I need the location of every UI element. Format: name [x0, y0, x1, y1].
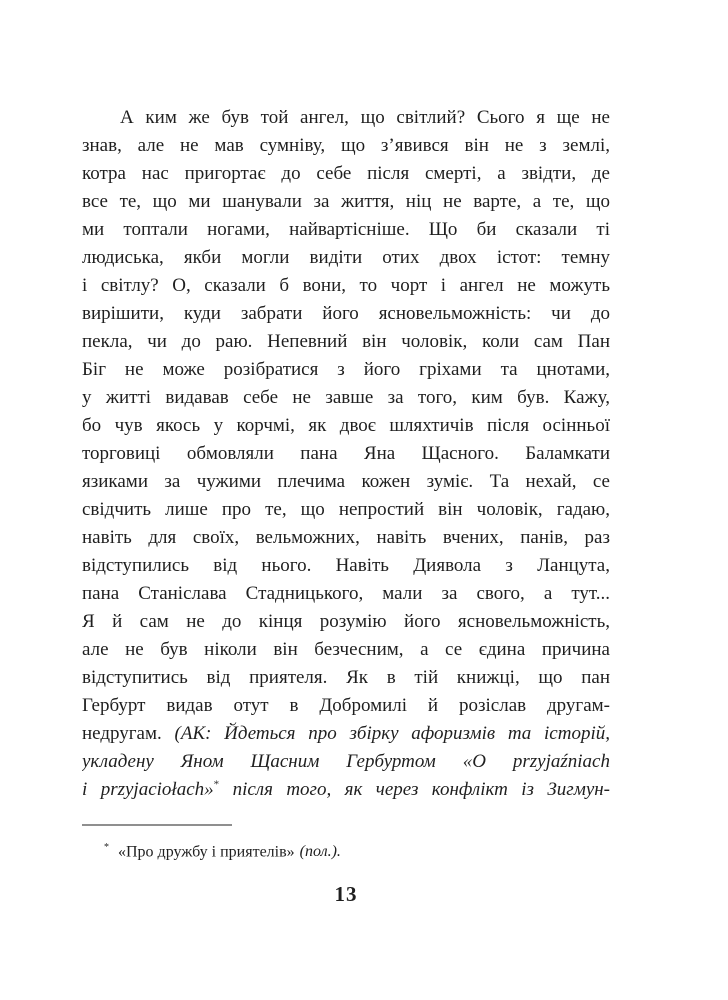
text-line — [82, 328, 610, 356]
text-run: ми топтали ногами, найвартісніше. Що би сказали ті — [82, 219, 610, 240]
text-run: свідчить лише про те, що непростий він чоловік, гадаю, — [82, 499, 610, 520]
text-run: (АК: Йдеться про збірку афоризмів та історій, — [174, 723, 610, 744]
text-run: але не був ніколи він безчесним, а се єдина причина — [82, 639, 610, 660]
text-line — [82, 356, 610, 384]
text-line — [82, 132, 610, 160]
text-run: недругам. — [82, 723, 175, 744]
text-line — [82, 552, 610, 580]
text-line — [82, 188, 610, 216]
text-run: людиська, якби могли видіти отих двох істот: темну — [82, 247, 610, 268]
footnote-language-note: (пол.). — [299, 843, 341, 861]
text-run: у житті видавав себе не завше за того, ким був. Кажу, — [82, 387, 610, 408]
body-text — [82, 104, 610, 804]
text-run: Біг не може розібратися з його гріхами та цнотами, — [82, 359, 610, 380]
text-line — [82, 692, 610, 720]
footnote-marker: * — [104, 842, 109, 853]
text-run: i przyjaciołach» — [82, 779, 214, 800]
text-run: пана Станіслава Стадницького, мали за свого, а тут... — [82, 583, 610, 604]
text-run: бо чув якось у корчмі, як двоє шляхтичів після осінньої — [82, 415, 610, 436]
text-line — [82, 216, 610, 244]
text-line — [82, 524, 610, 552]
text-line — [82, 272, 610, 300]
text-line — [82, 384, 610, 412]
text-run: вирішити, куди забрати його ясновельможність: чи до — [82, 303, 610, 324]
text-line — [82, 580, 610, 608]
text-line — [82, 608, 610, 636]
text-line — [82, 104, 610, 132]
footnote-divider — [82, 824, 232, 826]
text-run: все те, що ми шанували за життя, ніц не варте, а те, що — [82, 191, 610, 212]
text-run: навіть для своїх, вельможних, навіть вчених, панів, раз — [82, 527, 610, 548]
page-number: 13 — [334, 882, 358, 906]
text-line — [82, 160, 610, 188]
footnote — [82, 837, 610, 863]
text-run: укладену Яном Щасним Гербуртом «O przyjaźniach — [82, 751, 610, 772]
footnote-text: «Про дружбу і приятелів» — [118, 843, 295, 861]
text-run: відступитись від приятеля. Як в тій книжці, що пан — [82, 667, 610, 688]
text-run: язиками за чужими плечима кожен зуміє. Та нехай, се — [82, 471, 610, 492]
text-line — [82, 636, 610, 664]
text-run: котра нас пригортає до себе після смерті, а звідти, де — [82, 163, 610, 184]
text-run: пекла, чи до раю. Непевний він чоловік, коли сам Пан — [82, 331, 610, 352]
footnote-reference-marker: * — [213, 778, 220, 791]
text-run: Гербурт видав отут в Добромилі й розіслав другам- — [82, 695, 610, 716]
text-run: знав, але не мав сумніву, що з’явився він не з землі, — [82, 135, 610, 156]
text-run: Я й сам не до кінця розумію його ясновельможність, — [82, 611, 610, 632]
text-line — [82, 468, 610, 496]
text-run: і світлу? О, сказали б вони, то чорт і ангел не можуть — [82, 275, 610, 296]
text-line — [82, 748, 610, 776]
text-run: відступились від нього. Навіть Диявола з Ланцута, — [82, 555, 610, 576]
text-run: після того, як через конфлікт із Зигмун- — [219, 779, 610, 800]
text-line — [82, 776, 610, 804]
text-run: А ким же був той ангел, що світлий? Сього я ще не — [120, 107, 610, 128]
text-line — [82, 440, 610, 468]
text-line — [82, 412, 610, 440]
text-line — [82, 244, 610, 272]
text-line — [82, 496, 610, 524]
text-line — [82, 300, 610, 328]
text-line — [82, 720, 610, 748]
text-run: торговиці обмовляли пана Яна Щасного. Баламкати — [82, 443, 610, 464]
text-line — [82, 664, 610, 692]
